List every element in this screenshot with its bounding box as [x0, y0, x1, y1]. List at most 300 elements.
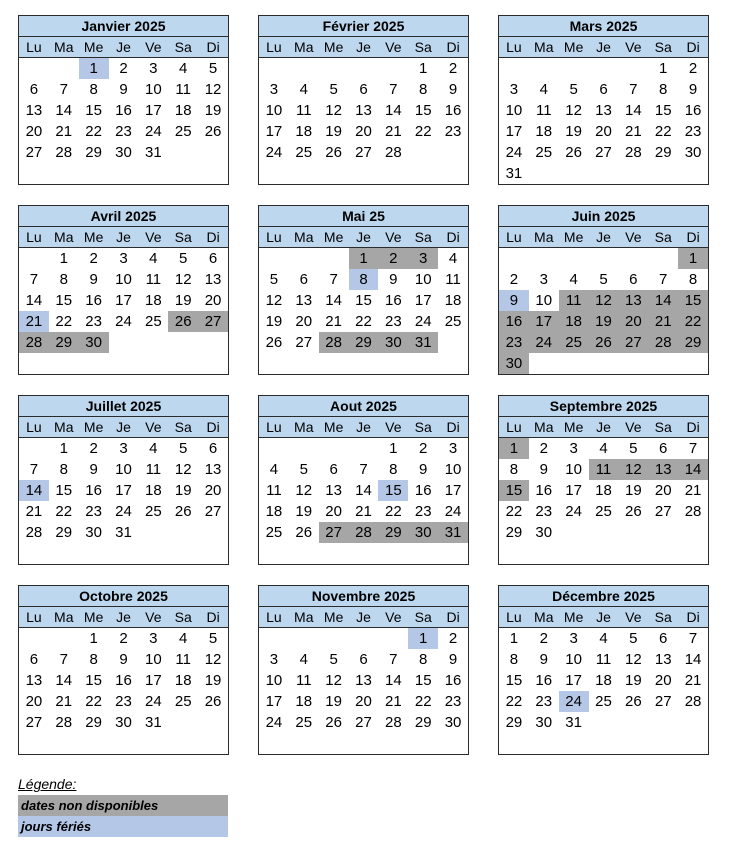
day-cell[interactable]: 28	[684, 503, 702, 520]
day-cell[interactable]: 20	[325, 503, 342, 520]
day-cell[interactable]: 23	[535, 693, 553, 710]
day-cell[interactable]: 4	[149, 440, 158, 457]
day-cell[interactable]: 17	[444, 482, 462, 499]
day-cell[interactable]: 19	[265, 313, 283, 330]
day-cell[interactable]: 15	[499, 480, 529, 501]
day-cell[interactable]: 27	[204, 503, 222, 520]
day-cell[interactable]: 22	[85, 123, 102, 140]
day-cell[interactable]: 27	[198, 311, 228, 332]
day-cell[interactable]: 28	[349, 522, 379, 543]
day-cell[interactable]: 4	[179, 630, 188, 647]
day-cell[interactable]: 15	[378, 480, 408, 501]
day-cell[interactable]: 10	[444, 461, 462, 478]
day-cell[interactable]: 4	[269, 461, 279, 478]
day-cell[interactable]: 30	[535, 714, 553, 731]
day-cell[interactable]: 19	[565, 123, 582, 140]
day-cell[interactable]: 3	[509, 81, 519, 98]
day-cell[interactable]: 2	[539, 440, 548, 457]
day-cell[interactable]: 17	[265, 123, 283, 140]
day-cell[interactable]: 10	[265, 672, 283, 689]
day-cell[interactable]: 5	[629, 440, 638, 457]
day-cell[interactable]: 13	[355, 102, 372, 119]
day-cell[interactable]: 5	[569, 81, 578, 98]
day-cell[interactable]: 4	[299, 81, 308, 98]
day-cell[interactable]: 3	[119, 250, 128, 267]
day-cell[interactable]: 20	[355, 123, 372, 140]
day-cell[interactable]: 12	[325, 102, 342, 119]
day-cell[interactable]: 2	[378, 248, 408, 269]
day-cell[interactable]: 18	[265, 503, 283, 520]
day-cell[interactable]: 16	[444, 672, 462, 689]
day-cell[interactable]: 9	[389, 271, 398, 288]
day-cell[interactable]: 14	[55, 102, 73, 119]
day-cell[interactable]: 26	[625, 503, 642, 520]
day-cell[interactable]: 30	[115, 714, 132, 731]
day-cell[interactable]: 9	[89, 271, 98, 288]
day-cell[interactable]: 21	[648, 311, 678, 332]
day-cell[interactable]: 18	[295, 123, 313, 140]
day-cell[interactable]: 29	[85, 714, 102, 731]
day-cell[interactable]: 1	[59, 250, 68, 267]
day-cell[interactable]: 25	[174, 693, 192, 710]
day-cell[interactable]: 30	[499, 353, 529, 374]
day-cell[interactable]: 9	[688, 81, 698, 98]
day-cell[interactable]: 2	[89, 250, 98, 267]
day-cell[interactable]: 23	[535, 503, 553, 520]
day-cell[interactable]: 1	[389, 440, 398, 457]
day-cell[interactable]: 13	[355, 672, 372, 689]
day-cell[interactable]: 3	[149, 60, 158, 77]
day-cell[interactable]: 13	[648, 459, 678, 480]
day-cell[interactable]: 30	[684, 144, 702, 161]
day-cell[interactable]: 9	[539, 461, 548, 478]
day-cell[interactable]: 12	[204, 81, 222, 98]
day-cell[interactable]: 5	[269, 271, 279, 288]
day-cell[interactable]: 18	[444, 292, 462, 309]
day-cell[interactable]: 12	[325, 672, 342, 689]
day-cell[interactable]: 27	[595, 144, 612, 161]
day-cell[interactable]: 16	[444, 102, 462, 119]
day-cell[interactable]: 6	[629, 271, 638, 288]
day-cell[interactable]: 10	[145, 81, 162, 98]
day-cell[interactable]: 14	[678, 459, 708, 480]
day-cell[interactable]: 16	[85, 482, 102, 499]
day-cell[interactable]: 22	[55, 503, 73, 520]
day-cell[interactable]: 9	[539, 651, 548, 668]
day-cell[interactable]: 1	[678, 248, 708, 269]
day-cell[interactable]: 13	[25, 672, 43, 689]
day-cell[interactable]: 12	[565, 102, 582, 119]
day-cell[interactable]: 13	[25, 102, 43, 119]
day-cell[interactable]: 24	[444, 503, 462, 520]
day-cell[interactable]: 30	[85, 524, 102, 541]
day-cell[interactable]: 17	[145, 672, 162, 689]
day-cell[interactable]: 16	[535, 482, 553, 499]
day-cell[interactable]: 2	[119, 630, 128, 647]
day-cell[interactable]: 6	[29, 651, 39, 668]
day-cell[interactable]: 28	[319, 332, 349, 353]
day-cell[interactable]: 13	[618, 290, 648, 311]
day-cell[interactable]: 12	[174, 461, 192, 478]
day-cell[interactable]: 3	[569, 440, 578, 457]
day-cell[interactable]: 10	[565, 651, 582, 668]
day-cell[interactable]: 29	[678, 332, 708, 353]
day-cell[interactable]: 6	[299, 271, 308, 288]
day-cell[interactable]: 16	[85, 292, 102, 309]
day-cell[interactable]: 28	[684, 693, 702, 710]
day-cell[interactable]: 8	[389, 461, 398, 478]
day-cell[interactable]: 27	[618, 332, 648, 353]
day-cell[interactable]: 16	[385, 292, 402, 309]
day-cell[interactable]: 3	[569, 630, 578, 647]
day-cell[interactable]: 28	[55, 714, 73, 731]
day-cell[interactable]: 26	[325, 144, 342, 161]
day-cell[interactable]: 20	[654, 482, 672, 499]
day-cell[interactable]: 16	[535, 672, 553, 689]
day-cell[interactable]: 23	[385, 313, 402, 330]
day-cell[interactable]: 10	[565, 461, 582, 478]
day-cell[interactable]: 25	[444, 313, 462, 330]
day-cell[interactable]: 20	[595, 123, 612, 140]
day-cell[interactable]: 30	[115, 144, 132, 161]
day-cell[interactable]: 25	[145, 503, 162, 520]
day-cell[interactable]: 2	[539, 630, 548, 647]
day-cell[interactable]: 6	[29, 81, 39, 98]
day-cell[interactable]: 21	[385, 693, 402, 710]
day-cell[interactable]: 27	[654, 693, 672, 710]
day-cell[interactable]: 29	[49, 332, 79, 353]
day-cell[interactable]: 4	[599, 630, 608, 647]
day-cell[interactable]: 1	[659, 60, 668, 77]
day-cell[interactable]: 24	[145, 693, 162, 710]
day-cell[interactable]: 12	[265, 292, 283, 309]
day-cell[interactable]: 16	[115, 102, 132, 119]
day-cell[interactable]: 14	[648, 290, 678, 311]
day-cell[interactable]: 23	[684, 123, 702, 140]
day-cell[interactable]: 11	[595, 651, 612, 668]
day-cell[interactable]: 6	[208, 440, 218, 457]
day-cell[interactable]: 19	[325, 693, 342, 710]
day-cell[interactable]: 6	[359, 81, 368, 98]
day-cell[interactable]: 9	[448, 651, 458, 668]
day-cell[interactable]: 19	[625, 672, 642, 689]
day-cell[interactable]: 11	[266, 482, 282, 499]
day-cell[interactable]: 22	[654, 123, 672, 140]
day-cell[interactable]: 21	[625, 123, 642, 140]
day-cell[interactable]: 9	[419, 461, 428, 478]
day-cell[interactable]: 28	[25, 524, 43, 541]
day-cell[interactable]: 5	[179, 440, 188, 457]
day-cell[interactable]: 10	[115, 461, 132, 478]
day-cell[interactable]: 28	[385, 144, 402, 161]
day-cell[interactable]: 7	[29, 461, 39, 478]
day-cell[interactable]: 18	[595, 482, 612, 499]
day-cell[interactable]: 23	[115, 123, 132, 140]
day-cell[interactable]: 15	[654, 102, 672, 119]
day-cell[interactable]: 8	[659, 81, 668, 98]
day-cell[interactable]: 17	[145, 102, 162, 119]
day-cell[interactable]: 13	[595, 102, 612, 119]
day-cell[interactable]: 5	[329, 651, 338, 668]
day-cell[interactable]: 21	[684, 672, 702, 689]
day-cell[interactable]: 6	[359, 651, 368, 668]
day-cell[interactable]: 28	[19, 332, 49, 353]
day-cell[interactable]: 6	[659, 630, 668, 647]
day-cell[interactable]: 11	[295, 672, 312, 689]
day-cell[interactable]: 22	[414, 693, 432, 710]
day-cell[interactable]: 31	[408, 332, 438, 353]
day-cell[interactable]: 26	[565, 144, 582, 161]
day-cell[interactable]: 2	[89, 440, 98, 457]
day-cell[interactable]: 27	[355, 144, 372, 161]
day-cell[interactable]: 1	[79, 58, 109, 79]
day-cell[interactable]: 14	[19, 480, 49, 501]
day-cell[interactable]: 7	[329, 271, 338, 288]
day-cell[interactable]: 1	[349, 248, 379, 269]
day-cell[interactable]: 19	[174, 292, 192, 309]
day-cell[interactable]: 1	[499, 438, 529, 459]
day-cell[interactable]: 9	[448, 81, 458, 98]
day-cell[interactable]: 5	[208, 60, 218, 77]
day-cell[interactable]: 12	[204, 651, 222, 668]
day-cell[interactable]: 8	[89, 81, 98, 98]
day-cell[interactable]: 24	[414, 313, 432, 330]
day-cell[interactable]: 15	[414, 102, 432, 119]
day-cell[interactable]: 13	[204, 271, 222, 288]
day-cell[interactable]: 28	[648, 332, 678, 353]
day-cell[interactable]: 3	[149, 630, 158, 647]
day-cell[interactable]: 10	[535, 292, 553, 309]
day-cell[interactable]: 11	[445, 271, 461, 288]
day-cell[interactable]: 15	[55, 482, 73, 499]
day-cell[interactable]: 21	[55, 123, 73, 140]
day-cell[interactable]: 5	[629, 630, 638, 647]
day-cell[interactable]: 26	[204, 123, 222, 140]
day-cell[interactable]: 30	[535, 524, 553, 541]
day-cell[interactable]: 7	[688, 440, 698, 457]
day-cell[interactable]: 23	[444, 693, 462, 710]
day-cell[interactable]: 27	[319, 522, 349, 543]
day-cell[interactable]: 6	[208, 250, 218, 267]
day-cell[interactable]: 30	[79, 332, 109, 353]
day-cell[interactable]: 23	[499, 332, 529, 353]
day-cell[interactable]: 27	[654, 503, 672, 520]
day-cell[interactable]: 11	[175, 651, 191, 668]
day-cell[interactable]: 13	[654, 651, 672, 668]
day-cell[interactable]: 4	[569, 271, 578, 288]
day-cell[interactable]: 26	[204, 693, 222, 710]
day-cell[interactable]: 14	[355, 482, 372, 499]
day-cell[interactable]: 11	[535, 102, 552, 119]
day-cell[interactable]: 24	[115, 313, 132, 330]
day-cell[interactable]: 14	[325, 292, 342, 309]
day-cell[interactable]: 22	[85, 693, 102, 710]
day-cell[interactable]: 11	[589, 459, 619, 480]
day-cell[interactable]: 19	[174, 482, 192, 499]
day-cell[interactable]: 8	[419, 81, 428, 98]
day-cell[interactable]: 19	[204, 672, 222, 689]
day-cell[interactable]: 18	[174, 672, 192, 689]
day-cell[interactable]: 10	[265, 102, 283, 119]
day-cell[interactable]: 4	[299, 651, 308, 668]
day-cell[interactable]: 8	[509, 461, 519, 478]
day-cell[interactable]: 25	[295, 144, 313, 161]
day-cell[interactable]: 21	[325, 313, 342, 330]
day-cell[interactable]: 13	[295, 292, 313, 309]
day-cell[interactable]: 20	[618, 311, 648, 332]
day-cell[interactable]: 15	[678, 290, 708, 311]
day-cell[interactable]: 7	[59, 81, 68, 98]
day-cell[interactable]: 12	[625, 651, 642, 668]
day-cell[interactable]: 12	[174, 271, 192, 288]
day-cell[interactable]: 6	[659, 440, 668, 457]
day-cell[interactable]: 19	[295, 503, 313, 520]
day-cell[interactable]: 3	[269, 651, 279, 668]
day-cell[interactable]: 10	[145, 651, 162, 668]
day-cell[interactable]: 7	[389, 651, 398, 668]
day-cell[interactable]: 27	[295, 334, 313, 351]
day-cell[interactable]: 24	[115, 503, 132, 520]
day-cell[interactable]: 31	[565, 714, 582, 731]
day-cell[interactable]: 4	[448, 250, 458, 267]
day-cell[interactable]: 17	[115, 292, 132, 309]
day-cell[interactable]: 3	[408, 248, 438, 269]
day-cell[interactable]: 8	[89, 651, 98, 668]
day-cell[interactable]: 8	[509, 651, 519, 668]
day-cell[interactable]: 16	[499, 311, 529, 332]
day-cell[interactable]: 7	[629, 81, 638, 98]
day-cell[interactable]: 17	[505, 123, 523, 140]
day-cell[interactable]: 22	[678, 311, 708, 332]
day-cell[interactable]: 1	[509, 630, 519, 647]
day-cell[interactable]: 10	[115, 271, 132, 288]
day-cell[interactable]: 20	[204, 482, 222, 499]
day-cell[interactable]: 12	[295, 482, 313, 499]
day-cell[interactable]: 25	[595, 503, 612, 520]
day-cell[interactable]: 21	[19, 311, 49, 332]
day-cell[interactable]: 8	[349, 269, 379, 290]
day-cell[interactable]: 20	[25, 123, 43, 140]
day-cell[interactable]: 7	[29, 271, 39, 288]
day-cell[interactable]: 16	[115, 672, 132, 689]
day-cell[interactable]: 20	[25, 693, 43, 710]
day-cell[interactable]: 24	[565, 503, 582, 520]
day-cell[interactable]: 3	[269, 81, 279, 98]
day-cell[interactable]: 23	[85, 503, 102, 520]
day-cell[interactable]: 22	[505, 693, 523, 710]
day-cell[interactable]: 17	[265, 693, 283, 710]
day-cell[interactable]: 22	[355, 313, 372, 330]
day-cell[interactable]: 2	[448, 60, 458, 77]
day-cell[interactable]: 20	[355, 693, 372, 710]
day-cell[interactable]: 23	[115, 693, 132, 710]
day-cell[interactable]: 5	[299, 461, 308, 478]
day-cell[interactable]: 2	[688, 60, 698, 77]
day-cell[interactable]: 5	[208, 630, 218, 647]
day-cell[interactable]: 18	[145, 292, 162, 309]
day-cell[interactable]: 8	[59, 271, 68, 288]
day-cell[interactable]: 15	[414, 672, 432, 689]
day-cell[interactable]: 24	[145, 123, 162, 140]
day-cell[interactable]: 26	[174, 503, 192, 520]
day-cell[interactable]: 2	[509, 271, 519, 288]
day-cell[interactable]: 7	[688, 630, 698, 647]
day-cell[interactable]: 7	[359, 461, 368, 478]
day-cell[interactable]: 14	[385, 102, 402, 119]
day-cell[interactable]: 25	[174, 123, 192, 140]
day-cell[interactable]: 18	[535, 123, 553, 140]
day-cell[interactable]: 10	[414, 271, 432, 288]
day-cell[interactable]: 23	[414, 503, 432, 520]
day-cell[interactable]: 20	[295, 313, 313, 330]
day-cell[interactable]: 29	[349, 332, 379, 353]
day-cell[interactable]: 8	[419, 651, 428, 668]
day-cell[interactable]: 25	[535, 144, 553, 161]
day-cell[interactable]: 25	[559, 332, 589, 353]
day-cell[interactable]: 24	[559, 691, 589, 712]
day-cell[interactable]: 25	[265, 524, 283, 541]
day-cell[interactable]: 5	[179, 250, 188, 267]
day-cell[interactable]: 17	[414, 292, 432, 309]
day-cell[interactable]: 16	[414, 482, 432, 499]
day-cell[interactable]: 27	[25, 714, 43, 731]
day-cell[interactable]: 26	[589, 332, 619, 353]
day-cell[interactable]: 6	[329, 461, 338, 478]
day-cell[interactable]: 19	[589, 311, 619, 332]
day-cell[interactable]: 24	[505, 144, 523, 161]
day-cell[interactable]: 15	[85, 102, 102, 119]
day-cell[interactable]: 17	[115, 482, 132, 499]
day-cell[interactable]: 11	[145, 271, 162, 288]
day-cell[interactable]: 9	[89, 461, 98, 478]
day-cell[interactable]: 21	[684, 482, 702, 499]
day-cell[interactable]: 13	[325, 482, 342, 499]
day-cell[interactable]: 2	[119, 60, 128, 77]
day-cell[interactable]: 25	[295, 714, 313, 731]
day-cell[interactable]: 3	[539, 271, 548, 288]
day-cell[interactable]: 31	[145, 714, 162, 731]
day-cell[interactable]: 18	[295, 693, 313, 710]
day-cell[interactable]: 21	[385, 123, 402, 140]
day-cell[interactable]: 14	[625, 102, 642, 119]
day-cell[interactable]: 31	[438, 522, 468, 543]
day-cell[interactable]: 18	[145, 482, 162, 499]
day-cell[interactable]: 26	[168, 311, 198, 332]
day-cell[interactable]: 17	[565, 482, 582, 499]
day-cell[interactable]: 27	[355, 714, 372, 731]
day-cell[interactable]: 26	[295, 524, 313, 541]
day-cell[interactable]: 9	[119, 81, 128, 98]
day-cell[interactable]: 29	[505, 714, 523, 731]
day-cell[interactable]: 9	[499, 290, 529, 311]
day-cell[interactable]: 22	[414, 123, 432, 140]
day-cell[interactable]: 11	[145, 461, 162, 478]
day-cell[interactable]: 3	[448, 440, 458, 457]
day-cell[interactable]: 12	[618, 459, 648, 480]
day-cell[interactable]: 2	[448, 630, 458, 647]
day-cell[interactable]: 29	[378, 522, 408, 543]
day-cell[interactable]: 29	[414, 714, 432, 731]
day-cell[interactable]: 26	[325, 714, 342, 731]
day-cell[interactable]: 23	[85, 313, 102, 330]
day-cell[interactable]: 15	[55, 292, 73, 309]
day-cell[interactable]: 30	[378, 332, 408, 353]
day-cell[interactable]: 28	[55, 144, 73, 161]
day-cell[interactable]: 15	[85, 672, 102, 689]
day-cell[interactable]: 15	[505, 672, 523, 689]
day-cell[interactable]: 18	[174, 102, 192, 119]
day-cell[interactable]: 29	[505, 524, 523, 541]
